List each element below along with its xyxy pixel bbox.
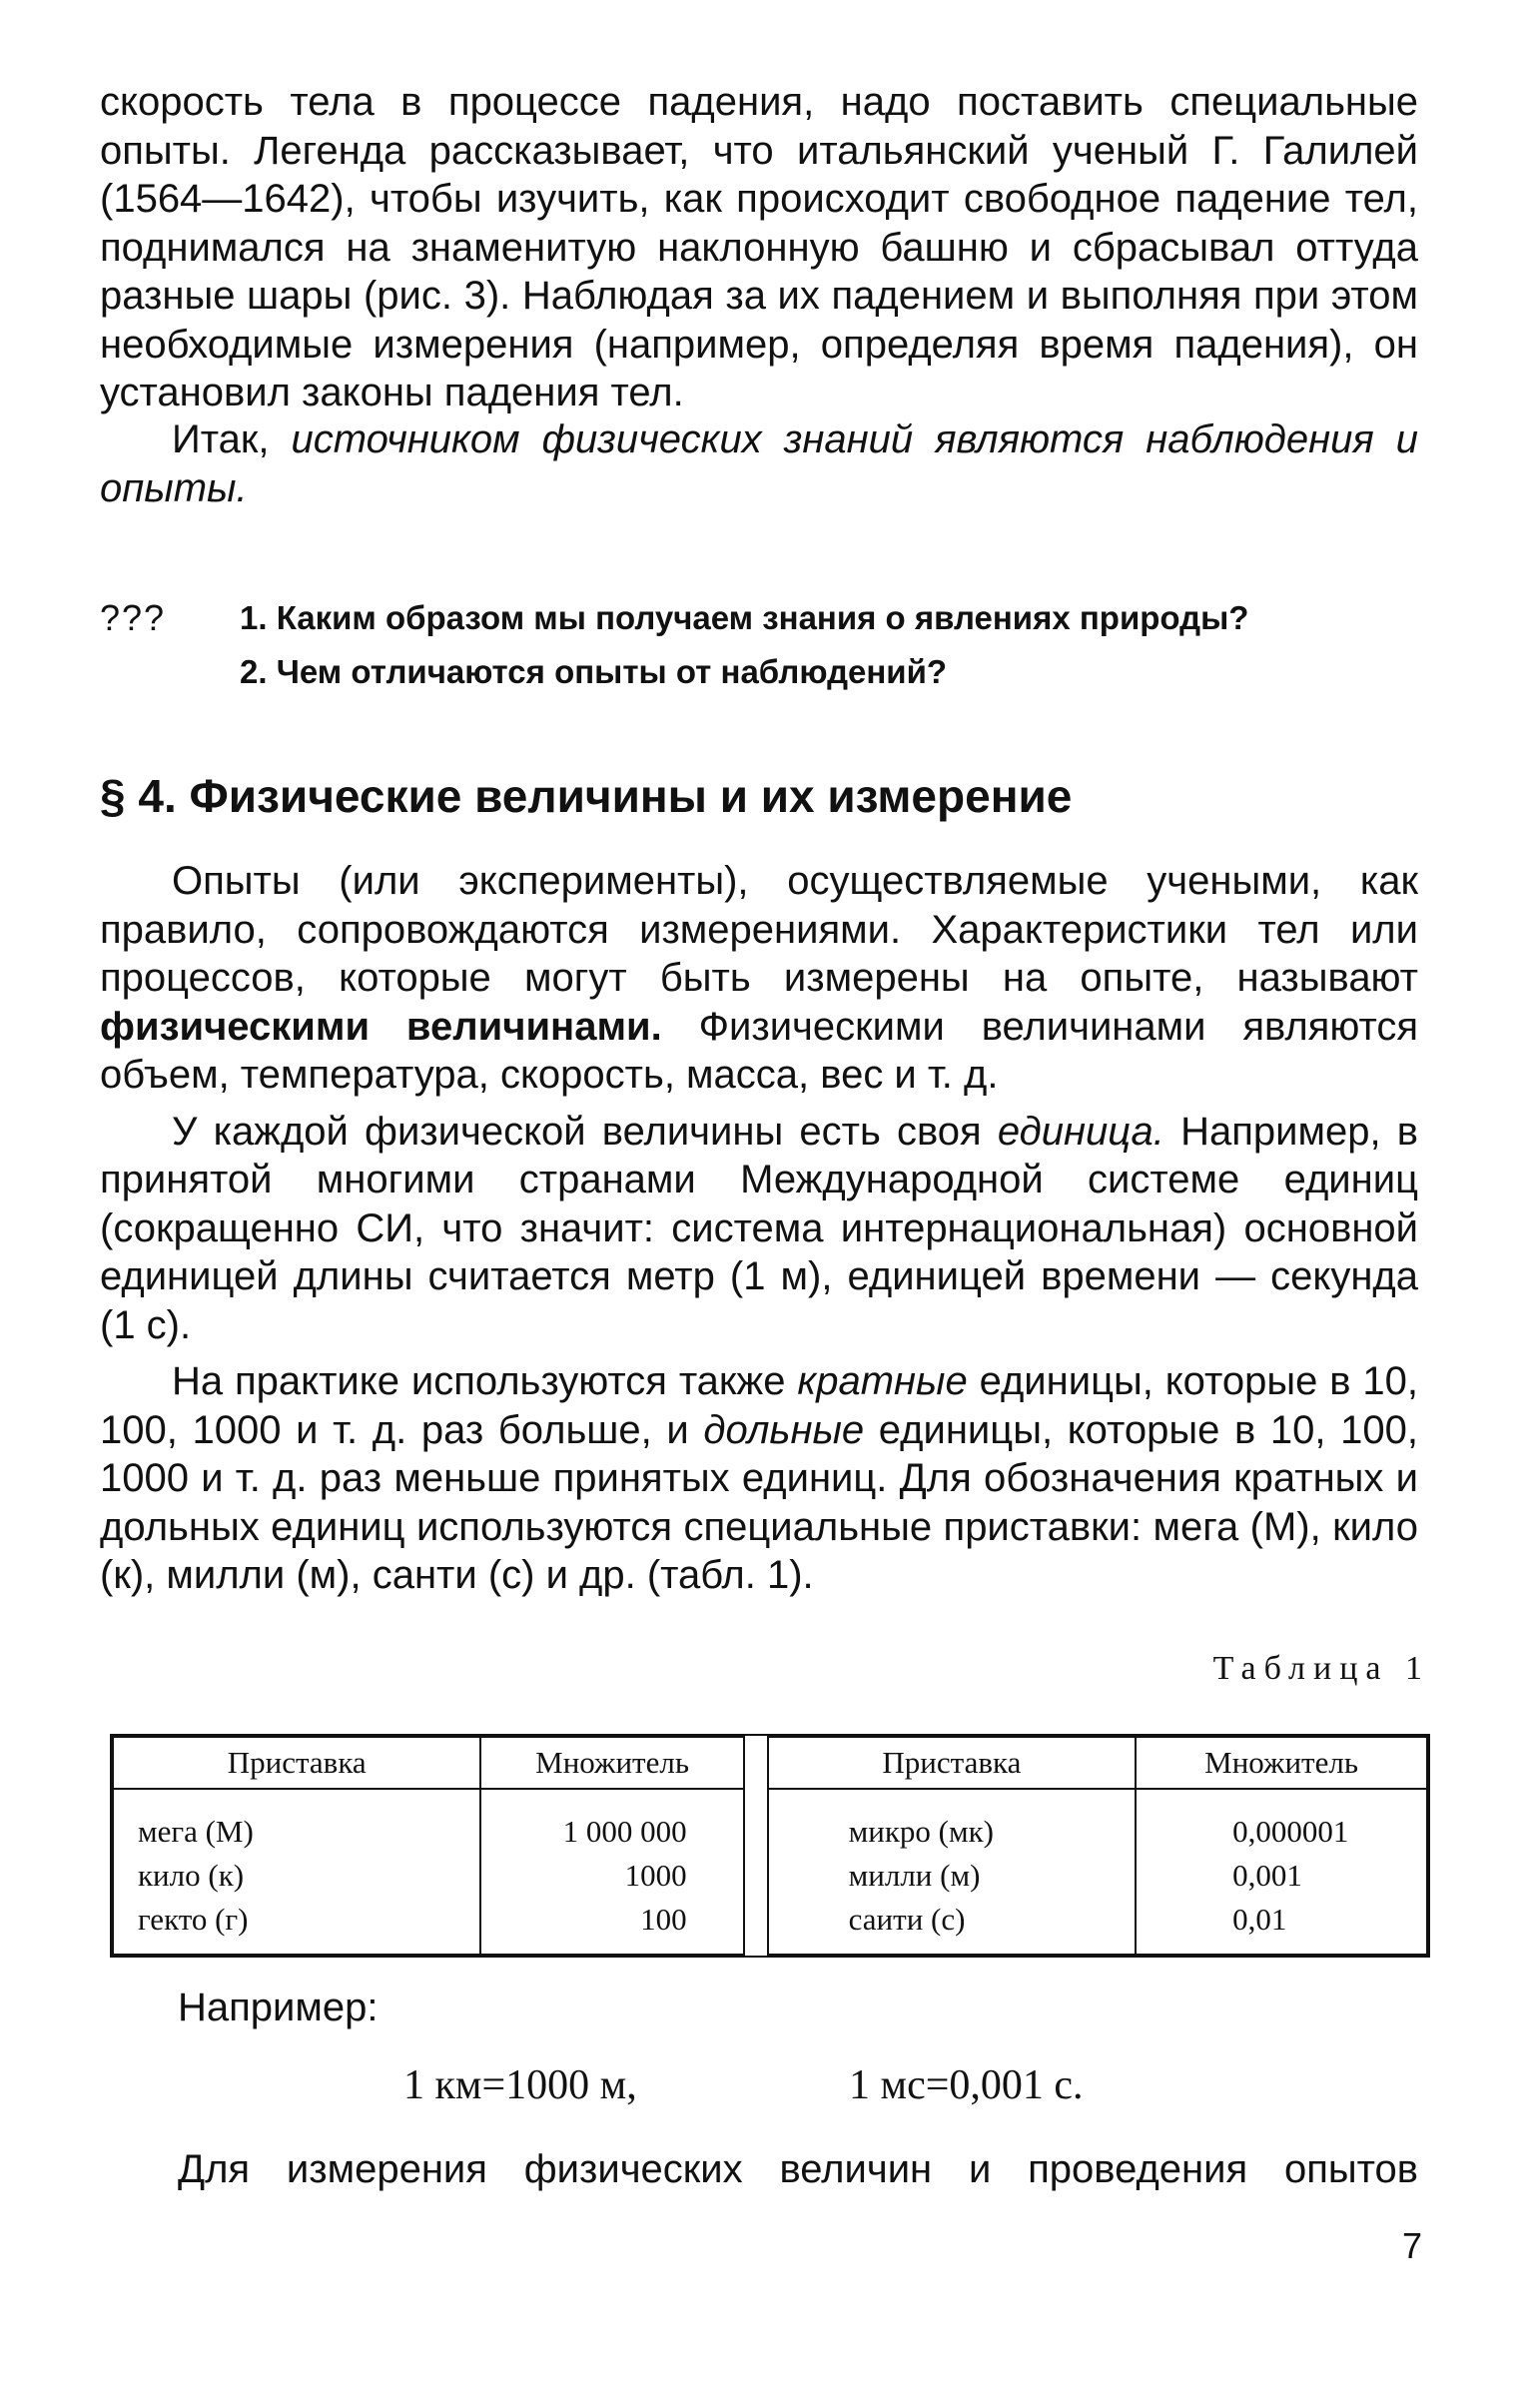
prefix-mega: мега (М) [138, 1814, 254, 1849]
questions-list [240, 591, 1248, 699]
para3-text-a: На практике используются также [172, 1359, 798, 1403]
factor-mega: 1 000 000 [562, 1814, 687, 1849]
last-line: Для измерения физических величин и проведения опытов [178, 2147, 1418, 2191]
para1-text-b: Физическими величинами являются объем, температура, скорость, масса, вес и т. д. [100, 1004, 1418, 1097]
table-header-row [113, 1737, 1427, 1789]
question-item: 1. Каким образом мы получаем знания о явлениях природы? [240, 599, 1249, 636]
term-unit: единица. [997, 1109, 1164, 1154]
table-caption: Таблица 1 [1212, 1650, 1430, 1687]
table-header-cell: Множитель [1136, 1737, 1427, 1789]
factor-hecto: 100 [640, 1902, 687, 1937]
para1-text-a: Опыты (или эксперименты), осуществляемые учеными, как правило, сопровождаются измерениями. Характеристики тел или процессов, которые могут быть измерены на опыте, называют [100, 859, 1418, 1000]
para3-text-b: единицы, которые в 10, 100, 1000 и т. д. раз больше, и [100, 1359, 1418, 1452]
body-text [100, 857, 1418, 1600]
page-number: 7 [1401, 2225, 1422, 2266]
paragraph-prefixes [100, 1357, 1418, 1600]
example-label: Например: [178, 1986, 379, 2029]
para2-text-a: У каждой физической величины есть своя [172, 1109, 998, 1154]
prefix-kilo: кило (к) [138, 1858, 245, 1893]
last-line-block [178, 2145, 1418, 2194]
table-row [113, 1789, 1427, 1955]
formula-km: 1 км=1000 м, [403, 2062, 637, 2108]
section-heading: § 4. Физические величины и их измерение [100, 770, 1073, 822]
question-item: 2. Чем отличаются опыты от наблюдений? [240, 653, 948, 690]
paragraph-physical-quantities [100, 857, 1418, 1100]
conclusion-italic: источником физических знаний являются наблюдения и опыты. [100, 417, 1419, 510]
right-prefixes-cell [768, 1789, 1136, 1955]
table-header-cell: Приставка [113, 1737, 480, 1789]
prefix-hecto: гекто (г) [138, 1902, 249, 1937]
prefix-table [110, 1734, 1430, 1958]
prefix-centi: саити (с) [848, 1902, 966, 1937]
term-physical-quantities: физическими величинами. [100, 1004, 662, 1049]
intro-paragraph: скорость тела в процессе падения, надо поставить специальные опыты. Легенда рассказывает, что итальянский ученый Г. Галилей (1564—1642), чтобы изучить, как происходит свободное падение тел, поднимался на знаменитую наклонную башню и сбрасывал оттуда разные шары (рис. 3). Наблюдая за их падением и выполняя при этом необходимые измерения (например, определяя время падения), он установил законы падения тел. [100, 80, 1418, 414]
term-submultiple: дольные [703, 1407, 865, 1452]
right-factors-cell [1136, 1789, 1427, 1955]
prefix-milli: милли (м) [848, 1858, 981, 1893]
left-prefixes-cell [113, 1789, 480, 1955]
paragraph-units [100, 1108, 1418, 1350]
factor-kilo: 1000 [624, 1858, 687, 1893]
factor-milli: 0,001 [1232, 1858, 1302, 1893]
factor-centi: 0,01 [1232, 1902, 1287, 1937]
conclusion-paragraph [100, 415, 1418, 512]
conclusion-lead: Итак, [172, 417, 292, 461]
intro-paragraph-block [100, 78, 1418, 417]
factor-micro: 0,000001 [1232, 1814, 1349, 1849]
table-gap [744, 1789, 768, 1955]
table-gap [744, 1737, 768, 1789]
formula-ms: 1 мс=0,001 с. [849, 2062, 1084, 2108]
table-header-cell: Множитель [480, 1737, 743, 1789]
para2-text-b: Например, в принятой многими странами Международной системе единиц (сокращенно СИ, что значит: система интернациональная) основной единицей длины считается метр (1 м), единицей времени — секунда (1 с). [100, 1109, 1418, 1347]
para3-text-c: единицы, которые в 10, 100, 1000 и т. д. раз меньше принятых единиц. Для обозначения кратных и дольных единиц используются специальные приставки: мега (М), кило (к), милли (м), санти (с) и др. (табл. 1). [100, 1407, 1418, 1597]
term-multiple: кратные [797, 1359, 968, 1403]
table-header-cell: Приставка [768, 1737, 1136, 1789]
prefix-micro: микро (мк) [848, 1814, 994, 1849]
questions-marker: ??? [100, 597, 167, 638]
left-factors-cell [480, 1789, 743, 1955]
conclusion-block [100, 415, 1418, 512]
